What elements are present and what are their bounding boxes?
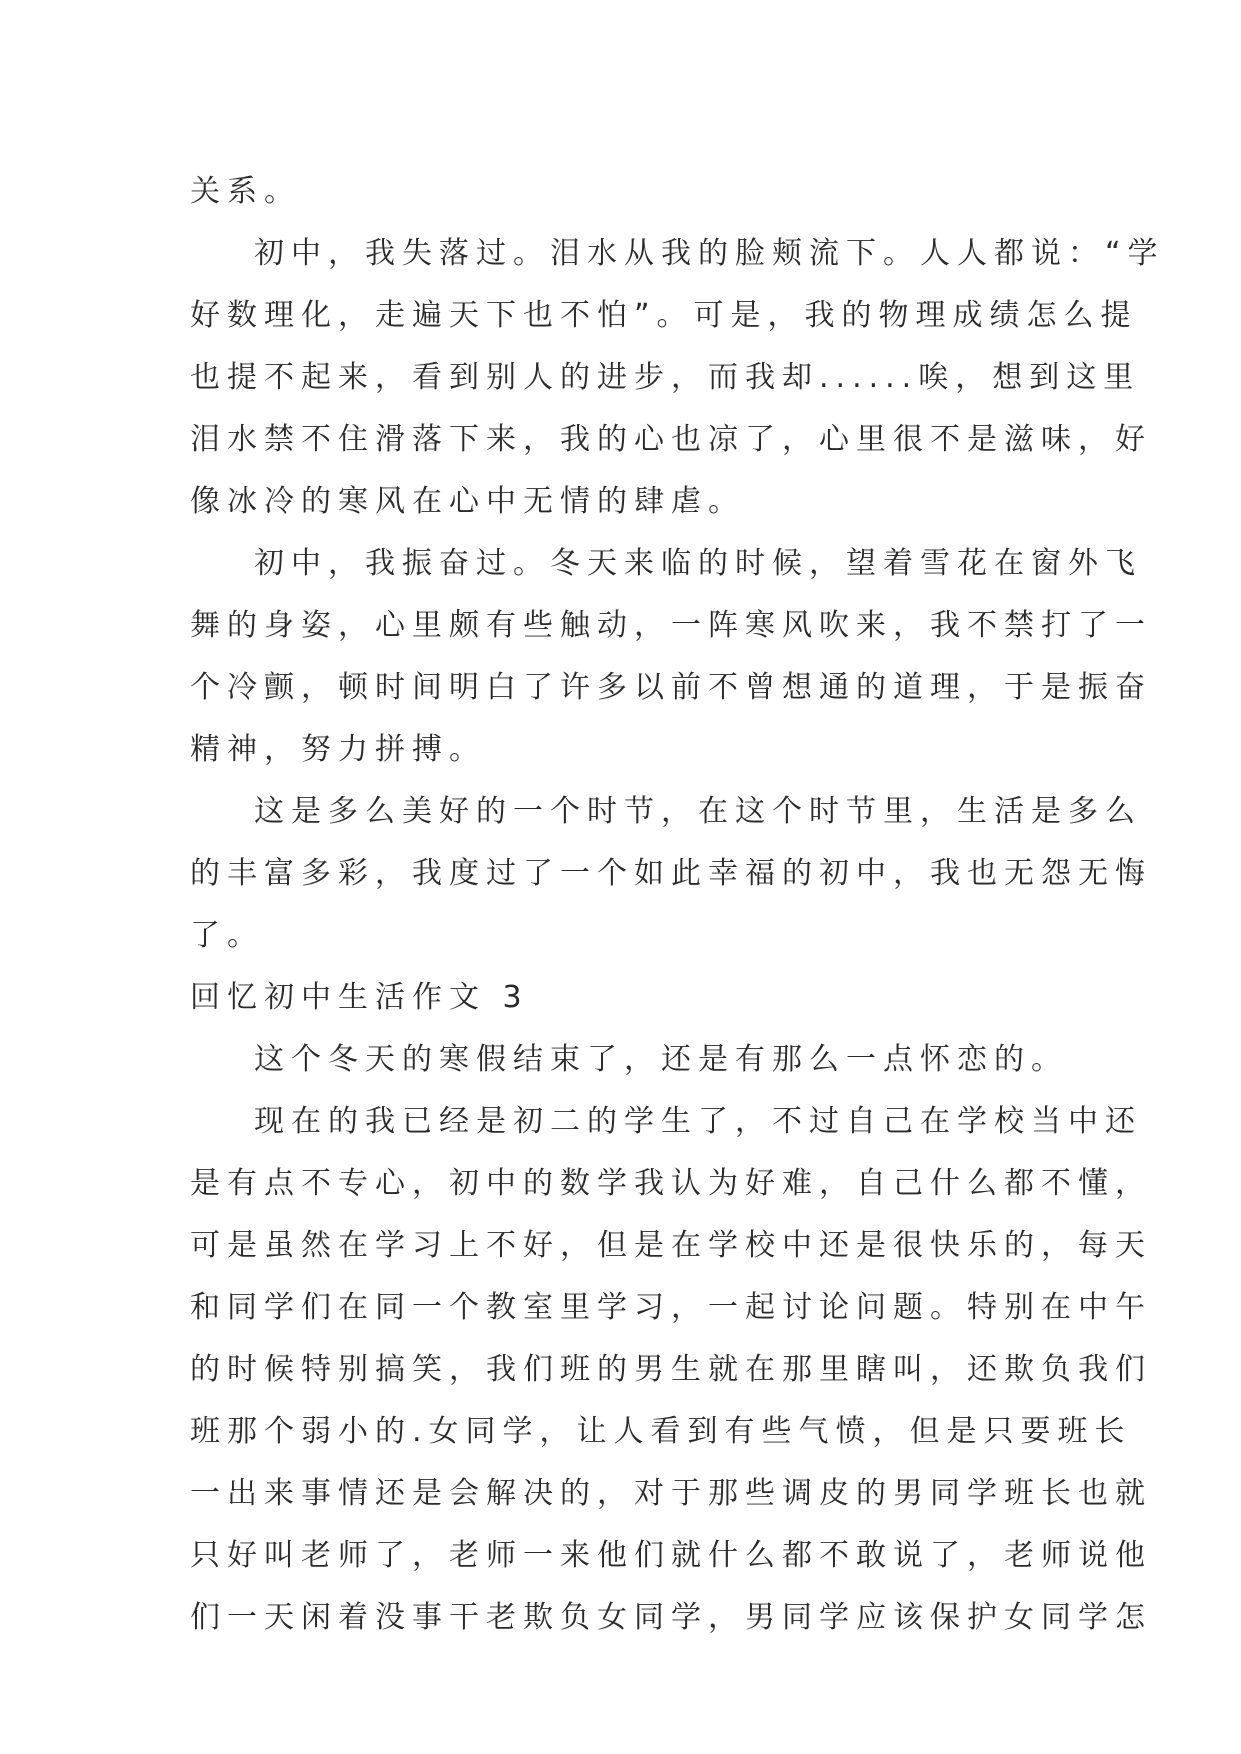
text-line: 泪水禁不住滑落下来，我的心也凉了，心里很不是滋味，好	[190, 422, 1152, 457]
text-line: 关系。	[190, 174, 301, 209]
text-line: 的时候特别搞笑，我们班的男生就在那里瞎叫，还欺负我们	[190, 1352, 1152, 1387]
paragraph-start-line: 初中，我振奋过。冬天来临的时候，望着雪花在窗外飞	[254, 546, 1142, 581]
paragraph-start-line: 这是多么美好的一个时节，在这个时节里，生活是多么	[254, 794, 1142, 829]
text-line: 们一天闲着没事干老欺负女同学，男同学应该保护女同学怎	[190, 1600, 1152, 1635]
paragraph-start-line: 这个冬天的寒假结束了，还是有那么一点怀恋的。	[254, 1042, 1068, 1077]
text-line: 是有点不专心，初中的数学我认为好难，自己什么都不懂，	[190, 1166, 1152, 1201]
text-line: 也提不起来，看到别人的进步，而我却......唉，想到这里	[190, 360, 1141, 395]
paragraph-start-line: 现在的我已经是初二的学生了，不过自己在学校当中还	[254, 1104, 1142, 1139]
text-line: 可是虽然在学习上不好，但是在学校中还是很快乐的，每天	[190, 1228, 1152, 1263]
text-line: 和同学们在同一个教室里学习，一起讨论问题。特别在中午	[190, 1290, 1152, 1325]
text-line: 班那个弱小的.女同学，让人看到有些气愤，但是只要班长	[190, 1414, 1132, 1449]
text-line: 一出来事情还是会解决的，对于那些调皮的男同学班长也就	[190, 1476, 1152, 1511]
text-line: 只好叫老师了，老师一来他们就什么都不敢说了，老师说他	[190, 1538, 1152, 1573]
paragraph-start-line: 初中，我失落过。泪水从我的脸颊流下。人人都说：“学	[254, 236, 1165, 271]
text-line: 舞的身姿，心里颇有些触动，一阵寒风吹来，我不禁打了一	[190, 608, 1152, 643]
text-line: 了。	[190, 918, 264, 953]
text-line: 个冷颤，顿时间明白了许多以前不曾想通的道理，于是振奋	[190, 670, 1152, 705]
text-line: 精神，努力拼搏。	[190, 732, 486, 767]
section-heading: 回忆初中生活作文 3	[190, 980, 529, 1015]
text-line: 像冰冷的寒风在心中无情的肆虐。	[190, 484, 745, 519]
text-line: 的丰富多彩，我度过了一个如此幸福的初中，我也无怨无悔	[190, 856, 1152, 891]
text-line: 好数理化，走遍天下也不怕”。可是，我的物理成绩怎么提	[190, 298, 1138, 333]
